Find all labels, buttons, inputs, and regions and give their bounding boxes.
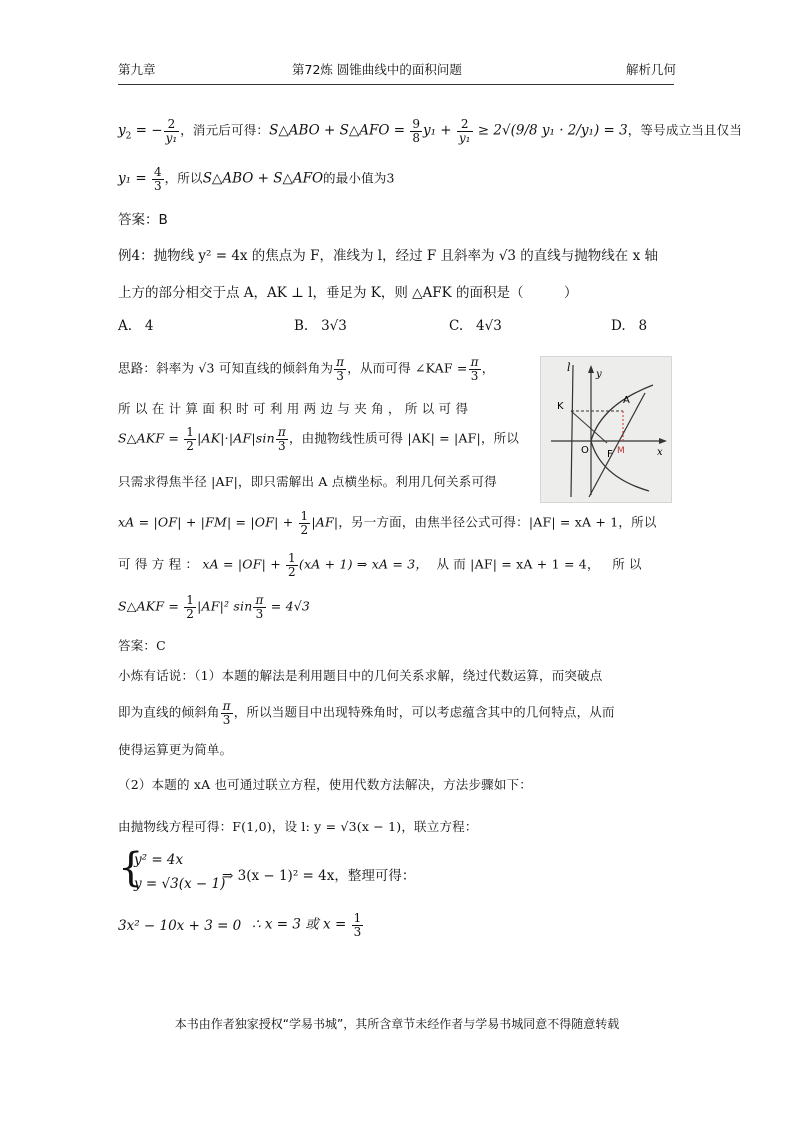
solution-line-4: 只需求得焦半径 |AF|，即只需解出 A 点横坐标。利用几何关系可得 (118, 474, 497, 489)
label-a: A (623, 395, 630, 406)
roots: ∴ x = 3 或 x = $\frac{1}{3}$ (252, 911, 362, 939)
parabola-sketch-svg (541, 357, 671, 502)
summary-line-3: 使得运算更为简单。 (118, 742, 233, 757)
system-brace: { (118, 845, 144, 891)
fraction: $\frac{2}{\text{y₁}}$ (458, 117, 471, 145)
focal-line (589, 393, 645, 497)
header-chapter: 第九章 (118, 62, 156, 77)
prev-line-2: y₁ = $\frac{4}{3}$ ，所以S△ABO + S△AFO的最小值为3 (118, 165, 395, 193)
fraction: $\frac{4}{3}$ (153, 165, 162, 193)
header-title: 第72炼 圆锥曲线中的面积问题 (292, 62, 462, 77)
solution-line-7: S△AKF = $\frac{1}{2}$ |AF|² sin $\frac{\pi}{3}$ = 4√3 (118, 593, 311, 621)
kf-line (571, 411, 607, 443)
summary-line-2: 即为直线的倾斜角 $\frac{\pi}{3}$ ，所以当题目中出现特殊角时，可以考虑蕴含其中的几何特点，从而 (118, 699, 615, 727)
label-f: F (607, 449, 613, 460)
summary-line-4: （2）本题的 xA 也可通过联立方程，使用代数方法解决，方法步骤如下： (118, 777, 532, 792)
option-d: D. 8 (611, 318, 648, 334)
summary-line-5: 由抛物线方程可得：F(1,0)，设 l: y = √3(x − 1)，联立方程： (118, 819, 478, 834)
system-result: ⇒ 3(x − 1)² = 4x，整理可得： (222, 868, 416, 884)
solution-line-6: 可 得 方 程 ： xA = |OF| + $\frac{1}{2}$ (xA + 1) ⇒ xA = 3， 从 而 |AF| = xA + 1 = 4， 所 以 (118, 551, 642, 579)
label-k: K (557, 401, 564, 412)
summary-line-1: 小炼有话说：（1）本题的解法是利用题目中的几何关系求解，绕过代数运算，而突破点 (118, 668, 603, 683)
x-axis-arrow (659, 438, 667, 444)
example-line-1: 例4：抛物线 y² = 4x 的焦点为 F，准线为 l，经过 F 且斜率为 √3 的直线与抛物线在 x 轴 (118, 248, 658, 264)
system-eq-1: y² = 4x (134, 852, 184, 868)
solution-line-1: 思路：斜率为 √3 可知直线的倾斜角为 $\frac{\pi}{3}$ ，从而可得 ∠KAF = $\frac{\pi}{3}$ ， (118, 355, 495, 383)
parabola-sketch-figure (540, 356, 672, 503)
label-x: x (657, 447, 663, 458)
quadratic-equation: 3x² − 10x + 3 = 0 (118, 918, 242, 934)
header-subject: 解析几何 (626, 62, 677, 77)
solution-answer: 答案：C (118, 638, 166, 653)
y-axis-arrow (588, 365, 594, 373)
prev-line-1: $y_2$ = − $\frac{2}{\text{y₁}}$ ，消元后可得：S△ABO + S△AFO = $\frac{9}{8}$ y₁ + $\frac{2}{\text{y₁}}$ ≥ 2√(9/8 y₁ · 2/y₁) = 3，等号成立当且仅当 (118, 117, 743, 145)
footer-copyright: 本书由作者独家授权“学易书城”，其所含章节未经作者与学易书城同意不得随意转载 (174, 1017, 620, 1031)
label-l: l (567, 361, 571, 374)
solution-line-2: 所 以 在 计 算 面 积 时 可 利 用 两 边 与 夹 角 ， 所 以 可 得 (118, 401, 469, 416)
option-b: B. 3√3 (294, 318, 347, 334)
option-a: A. 4 (118, 318, 154, 334)
solution-line-5: xA = |OF| + |FM| = |OF| + $\frac{1}{2}$ |AF|，另一方面，由焦半径公式可得：|AF| = xA + 1，所以 (118, 509, 657, 537)
prev-answer: 答案：B (118, 212, 168, 228)
label-y: y (596, 369, 602, 380)
fraction: $\frac{2}{\text{y₁}}$ (165, 117, 178, 145)
system-eq-2: y = √3(x − 1) (134, 876, 226, 892)
fraction: $\frac{9}{8}$ (412, 117, 420, 145)
label-m: M (617, 446, 625, 456)
example-line-2: 上方的部分相交于点 A，AK ⊥ l，垂足为 K，则 △AFK 的面积是（ ） (118, 285, 578, 301)
directrix-line (571, 365, 573, 497)
solution-line-3: S△AKF = $\frac{1}{2}$ |AK|·|AF|sin $\frac{\pi}{3}$ ，由抛物线性质可得 |AK| = |AF|，所以 (118, 425, 520, 453)
option-c: C. 4√3 (449, 318, 502, 334)
header-rule (118, 84, 674, 85)
label-o: O (581, 445, 589, 456)
